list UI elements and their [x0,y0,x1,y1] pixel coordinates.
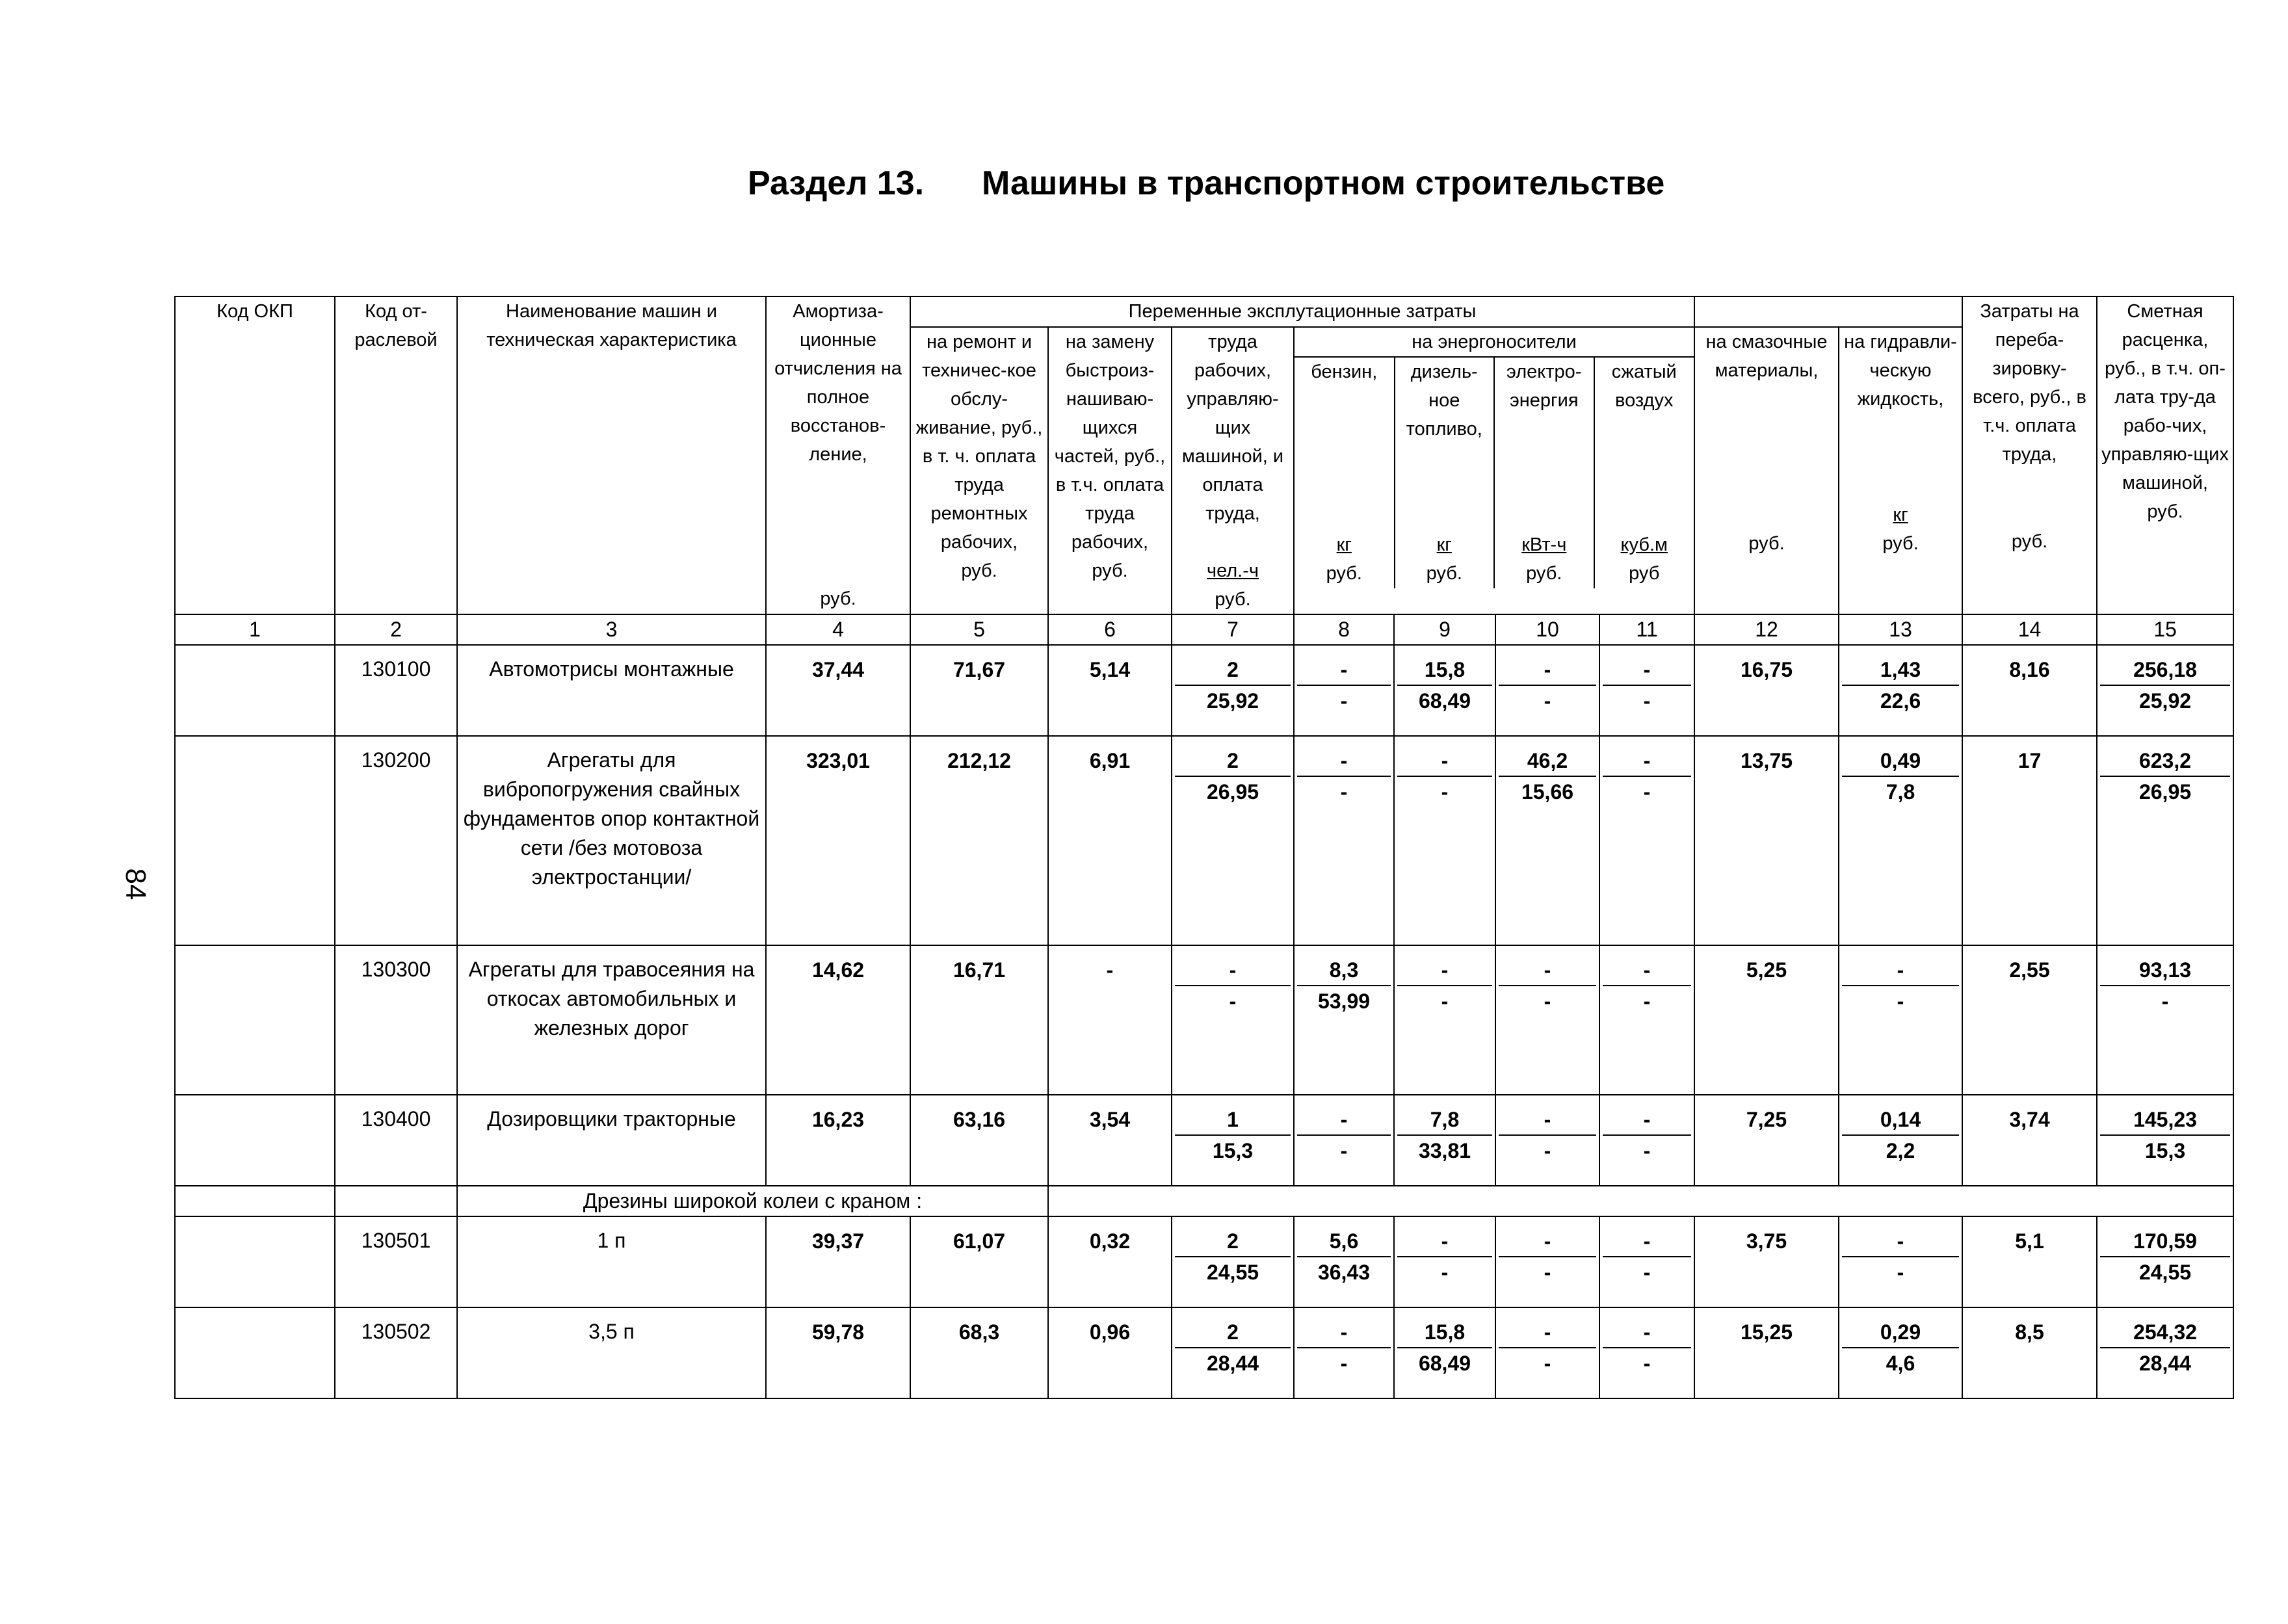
value-c12 [1694,945,1839,1095]
machine-name-cell [457,736,766,945]
value-c12: 15,25 [1740,1320,1793,1344]
header-energy-group [1294,327,1694,614]
header-parts [1048,327,1172,614]
okp-code-cell [175,1216,335,1307]
value-c9-rub: - [1397,1256,1492,1287]
group-empty-cell [335,1186,457,1216]
value-c4: 39,37 [811,1229,865,1253]
table-row [175,645,2233,736]
header-air-unit: руб [1629,563,1660,584]
header-hydraulic-label: на гидравли-ческую жидкость, [1844,332,1957,410]
okp-code-cell [175,945,335,1095]
value-c10-main: - [1544,1320,1551,1344]
value-c11-main: - [1643,1229,1651,1253]
value-c7 [1172,1095,1294,1186]
value-c9-rub: 68,49 [1397,1347,1492,1378]
header-diesel [1395,357,1495,588]
column-number: 11 [1599,614,1694,645]
table-row [175,1307,2233,1398]
value-c8-main: 8,3 [1329,958,1359,982]
value-c4 [766,645,910,736]
column-number: 2 [335,614,457,645]
column-numbers-row [175,614,2233,645]
value-c5 [910,736,1048,945]
header-diesel-unit: руб. [1426,563,1462,584]
value-c12: 13,75 [1740,749,1793,772]
value-c11-rub: - [1603,776,1691,807]
value-c13-main: 0,49 [1880,749,1921,772]
value-c6: - [1106,958,1114,982]
header-lubricants-unit: руб. [1748,533,1785,554]
header-repair [910,327,1048,614]
column-number: 12 [1694,614,1839,645]
value-c12: 16,75 [1740,658,1793,681]
value-c7-main: 1 [1227,1108,1239,1131]
header-electricity-unit-top: кВт-ч [1521,534,1567,555]
header-branch-code: Код от-раслевой [335,296,457,614]
value-c8-main: 5,6 [1329,1229,1359,1253]
column-number: 6 [1048,614,1172,645]
value-c5 [910,645,1048,736]
okp-code-cell [175,736,335,945]
value-c7 [1172,1216,1294,1307]
value-c13-rub: 4,6 [1842,1347,1959,1378]
machine-name-cell [457,645,766,736]
branch-code: 130200 [361,748,431,772]
value-c11-rub: - [1603,1347,1691,1378]
table-row [175,736,2233,945]
header-labor-unit: руб. [1215,589,1251,610]
header-parts-label: на замену быстроиз-нашиваю-щихся частей, руб., в т.ч. оплата труда рабочих, [1054,332,1166,553]
header-estimate-rate-unit: руб. [2147,501,2183,522]
header-hydraulic-unit-top: кг [1893,504,1908,525]
value-c11 [1599,1307,1694,1398]
value-c15 [2097,1095,2233,1186]
value-c9-main: - [1441,958,1449,982]
value-c6: 3,54 [1089,1108,1131,1131]
value-c8-rub: - [1297,1134,1391,1166]
value-c14 [1962,1307,2097,1398]
header-electricity-label: электро-энергия [1506,361,1582,411]
value-c15-main: 145,23 [2133,1108,2197,1131]
value-c7-main: 2 [1227,1229,1239,1253]
okp-code-cell [175,1095,335,1186]
value-c10-rub: 15,66 [1499,776,1596,807]
value-c10 [1495,1307,1599,1398]
section-name: Машины в транспортном строительстве [982,164,1665,202]
value-c11-main: - [1643,1108,1651,1131]
value-c5: 212,12 [947,749,1011,772]
header-electricity-unit: руб. [1526,563,1562,584]
value-c8-rub: - [1297,1347,1391,1378]
value-c10-rub: - [1499,1134,1596,1166]
value-c7-rub: 24,55 [1175,1256,1291,1287]
value-c10-rub: - [1499,1256,1596,1287]
value-c7-main: 2 [1227,658,1239,681]
value-c10-main: - [1544,958,1551,982]
value-c7 [1172,1307,1294,1398]
value-c6 [1048,1095,1172,1186]
branch-code: 130400 [361,1107,431,1131]
column-number: 3 [457,614,766,645]
header-energy: на энергоносители [1295,328,1694,357]
value-c10 [1495,945,1599,1095]
header-lubricants [1694,327,1839,614]
column-number: 10 [1495,614,1599,645]
value-c9-main: - [1441,1229,1449,1253]
value-c8 [1294,1307,1394,1398]
okp-code-cell [175,645,335,736]
machine-name: 1 п [597,1229,626,1252]
value-c10-main: - [1544,658,1551,681]
value-c9-rub: - [1397,776,1492,807]
machine-name: Дозировщики тракторные [487,1107,736,1131]
value-c9 [1394,645,1495,736]
value-c7 [1172,645,1294,736]
branch-code-cell [335,736,457,945]
value-c11-main: - [1643,1320,1651,1344]
value-c13-main: 1,43 [1880,658,1921,681]
branch-code-cell [335,945,457,1095]
value-c11-rub: - [1603,985,1691,1016]
value-c4: 16,23 [811,1108,865,1131]
machine-name: Агрегаты для вибропогружения свайных фундаментов опор контактной сети /без мотовоза электростанции/ [463,748,760,889]
value-c14 [1962,945,2097,1095]
value-c11-rub: - [1603,685,1691,716]
value-c14: 8,16 [2009,658,2050,681]
value-c6: 5,14 [1089,658,1131,681]
value-c5: 68,3 [958,1320,1000,1344]
branch-code-cell [335,645,457,736]
value-c10 [1495,736,1599,945]
value-c14: 5,1 [2015,1229,2044,1253]
value-c9 [1394,1095,1495,1186]
value-c15-main: 623,2 [2138,749,2192,772]
value-c8-main: - [1340,1108,1348,1131]
column-number: 7 [1172,614,1294,645]
value-c8 [1294,736,1394,945]
value-c6 [1048,1307,1172,1398]
value-c11-main: - [1643,658,1651,681]
value-c5: 63,16 [953,1108,1006,1131]
value-c15-rub: 15,3 [2100,1134,2230,1166]
header-petrol-label: бензин, [1311,361,1378,382]
value-c14 [1962,1216,2097,1307]
value-c6: 0,96 [1089,1320,1131,1344]
value-c12 [1694,645,1839,736]
header-machine-name: Наименование машин и техническая характеристика [457,296,766,614]
header-diesel-unit-top: кг [1436,534,1452,555]
value-c6 [1048,1216,1172,1307]
header-relocation-unit: руб. [2011,531,2048,552]
value-c4: 14,62 [811,958,865,982]
value-c6 [1048,945,1172,1095]
header-air-label: сжатый воздух [1611,361,1677,411]
value-c10-rub: - [1499,1347,1596,1378]
table-row [175,1216,2233,1307]
column-number: 14 [1962,614,2097,645]
value-c12 [1694,736,1839,945]
value-c9-main: - [1441,749,1449,772]
value-c14: 3,74 [2009,1108,2050,1131]
value-c4: 59,78 [811,1320,865,1344]
branch-code-cell [335,1307,457,1398]
machine-name: Агрегаты для травосеяния на откосах автомобильных и железных дорог [468,958,755,1040]
value-c12: 7,25 [1746,1108,1787,1131]
branch-code: 130300 [361,958,431,981]
value-c11-main: - [1643,749,1651,772]
header-diesel-label: дизель-ное топливо, [1406,361,1482,439]
value-c14 [1962,1095,2097,1186]
value-c9-main: 15,8 [1424,1320,1466,1344]
value-c13-rub: - [1842,1256,1959,1287]
value-c6 [1048,645,1172,736]
value-c10-rub: - [1499,985,1596,1016]
value-c15 [2097,736,2233,945]
value-c15-main: 256,18 [2133,658,2197,681]
value-c9 [1394,736,1495,945]
value-c4 [766,736,910,945]
value-c14 [1962,736,2097,945]
page-number: 84 [120,868,151,900]
value-c6 [1048,736,1172,945]
machines-table [174,296,2234,1399]
branch-code-cell [335,1095,457,1186]
value-c15 [2097,645,2233,736]
value-c14: 2,55 [2009,958,2050,982]
value-c7-main: - [1229,958,1237,982]
value-c11-rub: - [1603,1256,1691,1287]
header-repair-unit: руб. [961,560,997,581]
header-air [1594,357,1694,588]
value-c8 [1294,645,1394,736]
value-c15-rub: 25,92 [2100,685,2230,716]
value-c15 [2097,1307,2233,1398]
header-labor [1172,327,1294,614]
value-c15-rub: 24,55 [2100,1256,2230,1287]
value-c13-main: - [1897,958,1904,982]
value-c5 [910,1095,1048,1186]
value-c11 [1599,736,1694,945]
value-c4: 323,01 [806,749,870,772]
value-c8-main: - [1340,658,1348,681]
branch-code: 130100 [361,657,431,681]
value-c7-rub: 15,3 [1175,1134,1291,1166]
value-c13 [1839,736,1962,945]
machine-name: Автомотрисы монтажные [489,657,734,681]
value-c6: 0,32 [1089,1229,1131,1253]
value-c5 [910,1307,1048,1398]
value-c5: 71,67 [953,658,1006,681]
value-c11-rub: - [1603,1134,1691,1166]
header-petrol-unit: руб. [1326,563,1362,584]
value-c6: 6,91 [1089,749,1131,772]
header-amortization [766,296,910,614]
header-electricity [1494,357,1594,588]
machine-name-cell [457,945,766,1095]
value-c7-main: 2 [1227,1320,1239,1344]
value-c13 [1839,945,1962,1095]
value-c8 [1294,945,1394,1095]
branch-code-cell [335,1216,457,1307]
value-c4: 37,44 [811,658,865,681]
value-c15-main: 170,59 [2133,1229,2197,1253]
value-c7-rub: 28,44 [1175,1347,1291,1378]
machine-name-cell [457,1307,766,1398]
column-number: 9 [1394,614,1495,645]
value-c5 [910,945,1048,1095]
machine-name-cell [457,1095,766,1186]
value-c8-rub: 53,99 [1297,985,1391,1016]
branch-code: 130502 [361,1320,431,1343]
value-c13 [1839,1307,1962,1398]
value-c11 [1599,1095,1694,1186]
header-relocation [1962,296,2097,614]
value-c5: 16,71 [953,958,1006,982]
column-number: 13 [1839,614,1962,645]
page-title [748,164,1664,203]
value-c11 [1599,945,1694,1095]
header-repair-label: на ремонт и техничес-кое обслу-живание, руб., в т. ч. оплата труда ремонтных рабочих, [915,332,1043,553]
value-c14: 17 [2018,749,2042,772]
value-c4 [766,1216,910,1307]
value-c15-main: 93,13 [2138,958,2192,982]
value-c15-rub: 26,95 [2100,776,2230,807]
header-blank [1694,296,1962,327]
header-relocation-label: Затраты на переба-зировку- всего, руб., в т.ч. оплата труда, [1973,301,2086,465]
value-c13-rub: - [1842,985,1959,1016]
value-c5 [910,1216,1048,1307]
header-estimate-rate [2097,296,2233,614]
table-row [175,945,2233,1095]
value-c9 [1394,1216,1495,1307]
header-hydraulic-unit: руб. [1882,533,1919,554]
column-number: 15 [2097,614,2233,645]
header-air-unit-top: куб.м [1620,534,1668,555]
group-name: Дрезины широкой колеи с краном : [583,1189,923,1212]
value-c12 [1694,1216,1839,1307]
column-number: 5 [910,614,1048,645]
group-row [175,1186,2233,1216]
value-c15 [2097,1216,2233,1307]
value-c9 [1394,945,1495,1095]
value-c8-rub: 36,43 [1297,1256,1391,1287]
header-parts-unit: руб. [1092,560,1128,581]
header-variable-costs: Переменные эксплутационные затраты [910,296,1694,327]
value-c10-main: - [1544,1108,1551,1131]
okp-code-cell [175,1307,335,1398]
header-labor-label: труда рабочих, управляю-щих машиной, и оплата труда, [1181,332,1284,524]
column-number: 8 [1294,614,1394,645]
value-c13-main: - [1897,1229,1904,1253]
value-c7-rub: - [1175,985,1291,1016]
group-empty-cell [175,1186,335,1216]
value-c11 [1599,645,1694,736]
value-c13-rub: 7,8 [1842,776,1959,807]
value-c13-main: 0,14 [1880,1108,1921,1131]
value-c5: 61,07 [953,1229,1006,1253]
header-petrol [1295,357,1395,588]
value-c15-main: 254,32 [2133,1320,2197,1344]
value-c12 [1694,1095,1839,1186]
header-estimate-rate-label: Сметная расценка, руб., в т.ч. оп-лата тру-да рабо-чих, управляю-щих машиной, [2101,301,2229,493]
table-row [175,1095,2233,1186]
value-c7 [1172,945,1294,1095]
value-c11 [1599,1216,1694,1307]
value-c8 [1294,1095,1394,1186]
value-c9-rub: 33,81 [1397,1134,1492,1166]
value-c4 [766,1307,910,1398]
header-okp-code: Код ОКП [175,296,335,614]
value-c10-rub: - [1499,685,1596,716]
header-hydraulic [1839,327,1962,614]
value-c10-main: 46,2 [1527,749,1568,772]
value-c15-rub: - [2100,985,2230,1016]
value-c10 [1495,1095,1599,1186]
header-amortization-unit: руб. [820,588,856,609]
value-c13 [1839,645,1962,736]
value-c9-rub: 68,49 [1397,685,1492,716]
value-c8-main: - [1340,1320,1348,1344]
value-c7-main: 2 [1227,749,1239,772]
value-c7-rub: 26,95 [1175,776,1291,807]
value-c9-main: 7,8 [1430,1108,1460,1131]
value-c7-rub: 25,92 [1175,685,1291,716]
value-c13-rub: 2,2 [1842,1134,1959,1166]
machine-name: 3,5 п [588,1320,635,1343]
value-c11-main: - [1643,958,1651,982]
value-c12: 3,75 [1746,1229,1787,1253]
value-c15-rub: 28,44 [2100,1347,2230,1378]
value-c8-rub: - [1297,685,1391,716]
value-c14: 8,5 [2015,1320,2044,1344]
value-c10 [1495,645,1599,736]
value-c13 [1839,1216,1962,1307]
value-c10-main: - [1544,1229,1551,1253]
value-c15 [2097,945,2233,1095]
header-lubricants-label: на смазочные материалы, [1705,332,1828,381]
group-fill-cell [1048,1186,2233,1216]
value-c9 [1394,1307,1495,1398]
header-amortization-label: Амортиза-ционные отчисления на полное восстанов-ление, [774,301,902,465]
value-c12 [1694,1307,1839,1398]
value-c8-main: - [1340,749,1348,772]
value-c13-rub: 22,6 [1842,685,1959,716]
value-c13 [1839,1095,1962,1186]
value-c13-main: 0,29 [1880,1320,1921,1344]
column-number: 1 [175,614,335,645]
value-c14 [1962,645,2097,736]
branch-code: 130501 [361,1229,431,1252]
value-c4 [766,945,910,1095]
group-name-cell [457,1186,1048,1216]
value-c9-main: 15,8 [1424,658,1466,681]
value-c8 [1294,1216,1394,1307]
header-petrol-unit-top: кг [1336,534,1352,555]
value-c7 [1172,736,1294,945]
energy-subtable [1295,328,1694,588]
value-c4 [766,1095,910,1186]
section-number: Раздел 13. [748,164,925,202]
header-labor-unit-top: чел.-ч [1206,560,1259,581]
value-c10 [1495,1216,1599,1307]
machine-name-cell [457,1216,766,1307]
value-c9-rub: - [1397,985,1492,1016]
column-number: 4 [766,614,910,645]
value-c8-rub: - [1297,776,1391,807]
value-c12: 5,25 [1746,958,1787,982]
